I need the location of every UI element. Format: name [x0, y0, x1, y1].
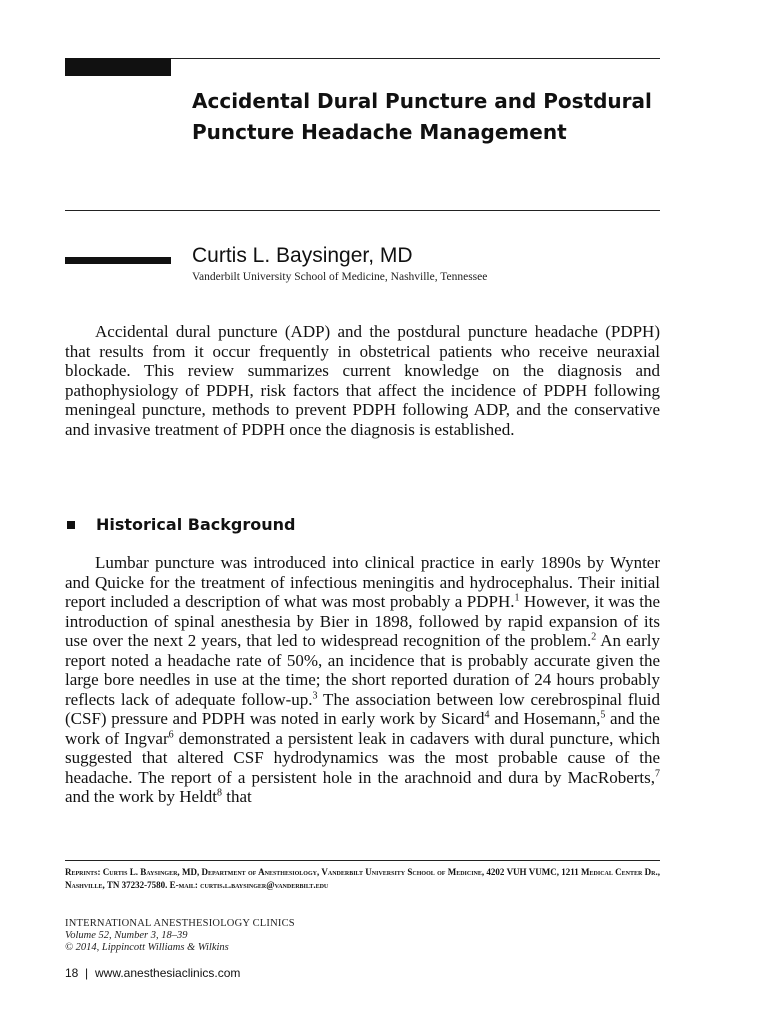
reference-8: 8 — [217, 787, 223, 799]
article-title: Accidental Dural Puncture and Postdural Puncture Headache Management — [192, 89, 652, 144]
text-segment: An early report noted a headache rate of 50%, an incidence that is probably accurate given the large bore needles in use at the time; the short reported duration of 24 hours probably reflects lack of adequate follow-up. — [65, 631, 660, 709]
reference-7: 7 — [655, 767, 660, 779]
section-paragraph — [65, 553, 660, 807]
abstract-paragraph: Accidental dural puncture (ADP) and the postdural puncture headache (PDPH) that results from it occur frequently in obstetrical patients who receive neuraxial blockade. This review summarizes current knowledge on the diagnosis and pathophysiology of PDPH, risk factors that affect the incidence of PDPH following meningeal puncture, methods to prevent PDPH following ADP, and the conservative and invasive treatment of PDPH once the diagnosis is established. — [65, 322, 660, 439]
reference-3: 3 — [312, 689, 318, 701]
page-separator: | — [85, 966, 89, 980]
journal-website-link[interactable]: www.anesthesiaclinics.com — [95, 966, 241, 980]
reference-4: 4 — [484, 709, 490, 721]
reference-5: 5 — [600, 709, 606, 721]
author-affiliation: Vanderbilt University School of Medicine, Nashville, Tennessee — [192, 271, 488, 283]
reference-2: 2 — [591, 631, 597, 643]
reference-6: 6 — [168, 728, 174, 740]
author-name: Curtis L. Baysinger, MD — [192, 244, 413, 267]
journal-volume: Volume 52, Number 3, 18–39 — [65, 930, 188, 941]
author-bar — [65, 257, 171, 264]
header-block — [65, 58, 171, 76]
text-segment: The association between low cerebrospinal fluid (CSF) pressure and PDPH was noted in early work by Sicard — [65, 689, 660, 728]
text-segment: Lumbar puncture was introduced into clinical practice in early 1890s by Wynter and Quicke for the treatment of infectious meningitis and hydrocephalus. Their initial report included a description of what was most probably a PDPH. — [65, 553, 660, 611]
section-heading: Historical Background — [96, 515, 296, 534]
text-segment: and the work of Ingvar — [65, 709, 660, 748]
journal-name: INTERNATIONAL ANESTHESIOLOGY CLINICS — [65, 918, 295, 929]
footnote-rule — [65, 860, 660, 861]
text-segment: and the work by Heldt — [65, 787, 218, 806]
reprints-footnote: Reprints: Curtis L. Baysinger, MD, Department of Anesthesiology, Vanderbilt University School of Medicine, 4202 VUH VUMC, 1211 Medical Center Dr., Nashville, TN 37232-7580. E-mail: curtis.l.baysinger@vanderbilt.edu — [65, 867, 660, 890]
text-segment: that — [222, 787, 252, 806]
reference-1: 1 — [514, 592, 520, 604]
title-rule — [65, 210, 660, 211]
text-segment: and Hosemann, — [489, 709, 601, 728]
section-bullet-icon — [67, 521, 75, 529]
journal-copyright: © 2014, Lippincott Williams & Wilkins — [65, 942, 229, 953]
text-segment: However, it was the introduction of spinal anesthesia by Bier in 1898, followed by rapid expansion of its use over the next 2 years, that led to widespread recognition of the problem. — [65, 592, 661, 650]
page-number: 18 — [65, 966, 79, 980]
text-segment: demonstrated a persistent leak in cadavers with dural puncture, which suggested that altered CSF hydrodynamics was the most probable cause of the headache. The report of a persistent hole in the arachnoid and dura by MacRoberts, — [65, 728, 660, 787]
